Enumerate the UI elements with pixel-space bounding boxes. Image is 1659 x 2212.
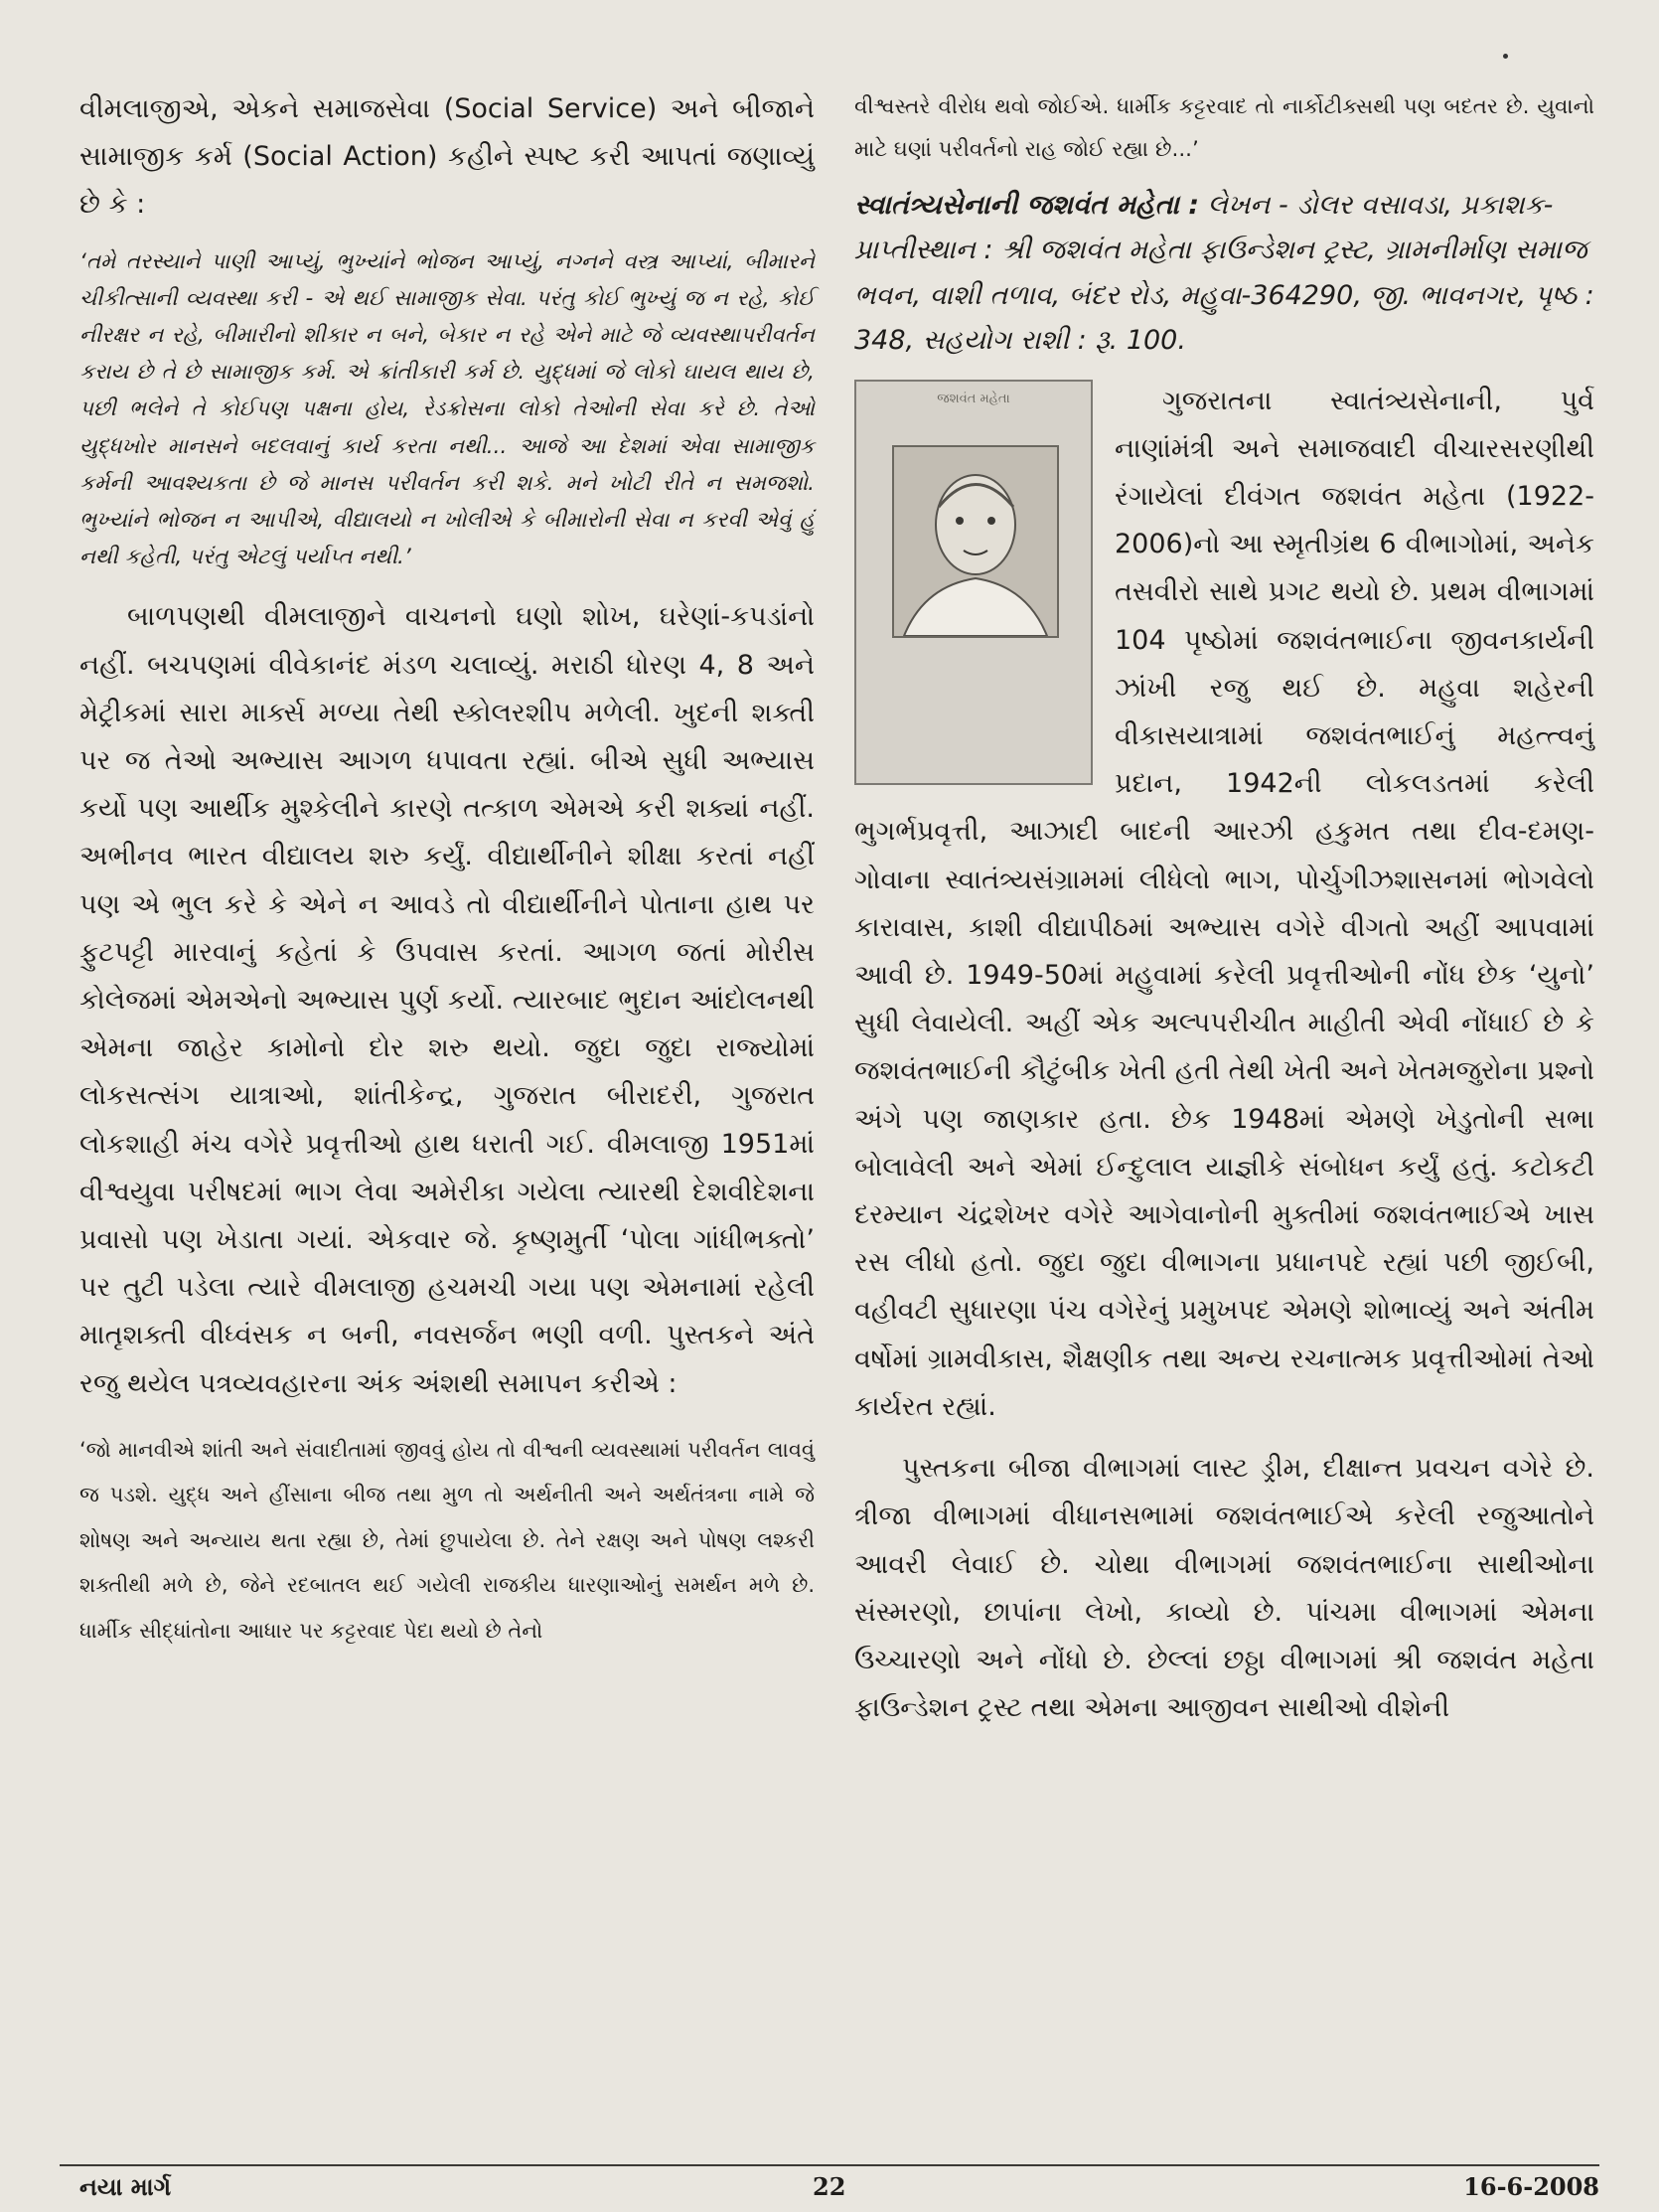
book-review-paragraph: ગુજરાતના સ્વાતંત્ર્યસેનાની, પુર્વ નાણાંમંત્રી અને સમાજવાદી વીચારસરણીથી રંગાયેલાં દીવંગત જશવંત મહેતા (1922-2006)નો આ સ્મૃતીગ્રંથ 6 વીભાગોમાં, અનેક તસવીરો સાથે પ્રગટ થયો છે. પ્રથમ વીભાગમાં 104 પૃષ્ઠોમાં જશવંતભાઈના જીવનકાર્યની ઝાંખી રજુ થઈ છે. મહુવા શહેરની વીકાસયાત્રામાં જશવંતભાઈનું મહત્ત્વનું પ્રદાન, 1942ની લોકલડતમાં કરેલી ભુગર્ભપ્રવૃત્તી, આઝાદી બાદની આરઝી હકુમત તથા દીવ-દમણ- ગોવાના સ્વાતંત્ર્યસંગ્રામમાં લીધેલો ભાગ, પોર્ચુગીઝશાસનમાં ભોગવેલો કારાવાસ, કાશી વીદ્યાપીઠમાં અભ્યાસ વગેરે વીગતો અહીં આપવામાં આવી છે. 1949-50માં મહુવામાં કરેલી પ્રવૃત્તીઓની નોંધ છેક ‘યુનો’ સુધી લેવાયેલી. અહીં એક અલ્પપરીચીત માહીતી એવી નોંધાઈ છે કે જશવંતભાઈની કૌટુંબીક ખેતી હતી તેથી ખેતી અને ખેતમજુરોના પ્રશ્નો અંગે પણ જાણકાર હતા. છેક 1948માં એમણે ખેડુતોની સભા બોલાવેલી અને એમાં ઈન્દુલાલ યાજ્ઞીકે સંબોધન કર્યું હતું. કટોકટી દરમ્યાન ચંદ્રશેખર વગેરે આગેવાનોની મુક્તીમાં જશવંતભાઈએ ખાસ રસ લીધો હતો. જુદા જુદા વીભાગના પ્રધાનપદે રહ્યાં પછી જીઈબી, વહીવટી સુધારણા પંચ વગેરેનું પ્રમુખપદ એમણે શોભાવ્યું અને અંતીમ વર્ષોમાં ગ્રામવીકાસ, શૈક્ષણીક તથા અન્ય રચનાત્મક પ્રવૃત્તીઓમાં તેઓ કાર્યરત રહ્યાં. xyxy=(854,385,1594,1422)
portrait-photo xyxy=(892,445,1059,638)
footer-date: 16-6-2008 xyxy=(1463,2172,1599,2201)
quote-continuation: વીશ્વસ્તરે વીરોધ થવો જોઈએ. ધાર્મીક કટ્ટરવાદ તો નાર્કોટીક્સથી પણ બદતર છે. યુવાનો માટે ઘણાં પરીવર્તનો રાહ જોઈ રહ્યા છે...’ xyxy=(854,94,1594,162)
book-details: લેખન - ડોલર વસાવડા, પ્રકાશક- પ્રાપ્તીસ્થાન : શ્રી જશવંત મહેતા ફાઉન્ડેશન ટ્રસ્ટ, ગ્રામનીર્માણ સમાજ ભવન, વાશી તળાવ, બંદર રોડ, મહુવા-364290, જી. ભાવનગર, પૃષ્ઠ : 348, સહયોગ રાશી : રૂ. 100. xyxy=(854,190,1594,357)
left-column xyxy=(79,85,815,1654)
cover-caption: જશવંત મહેતા xyxy=(937,391,1010,406)
intro-paragraph: વીમલાજીએ, એકને સમાજસેવા (Social Service) અને બીજાને સામાજીક કર્મ (Social Action) કહીને સ્પષ્ટ કરી આપતાં જણાવ્યું છે કે : xyxy=(79,93,815,221)
book-sections-paragraph: પુસ્તકના બીજા વીભાગમાં લાસ્ટ ડ્રીમ, દીક્ષાન્ત પ્રવચન વગેરે છે. ત્રીજા વીભાગમાં વીધાનસભામાં જશવંતભાઈએ કરેલી રજુઆતોને આવરી લેવાઈ છે. ચોથા વીભાગમાં જશવંતભાઈના સાથીઓના સંસ્મરણો, છાપાંના લેખો, કાવ્યો છે. પાંચમા વીભાગમાં એમના ઉચ્ચારણો અને નોંધો છે. છેલ્લાં છઠ્ઠા વીભાગમાં શ્રી જશવંત મહેતા ફાઉન્ડેશન ટ્રસ્ટ તથા એમના આજીવન સાથીઓ વીશેની xyxy=(854,1453,1594,1724)
right-column xyxy=(854,85,1594,1732)
book-cover-image xyxy=(854,380,1093,785)
ink-dot xyxy=(1503,54,1508,59)
book-info xyxy=(854,183,1594,364)
biography-paragraph: બાળપણથી વીમલાજીને વાચનનો ઘણો શોખ, ઘરેણાં-કપડાંનો નહીં. બચપણમાં વીવેકાનંદ મંડળ ચલાવ્યું. મરાઠી ધોરણ 4, 8 અને મેટ્રીકમાં સારા માર્ક્સ મળ્યા તેથી સ્કોલરશીપ મળેલી. ખુદની શક્તી પર જ તેઓ અભ્યાસ આગળ ધપાવતા રહ્યાં. બીએ સુધી અભ્યાસ કર્યો પણ આર્થીક મુશ્કેલીને કારણે તત્કાળ એમએ કરી શક્યાં નહીં. અભીનવ ભારત વીદ્યાલય શરુ કર્યું. વીદ્યાર્થીનીને શીક્ષા કરતાં નહીં પણ એ ભુલ કરે કે એને ન આવડે તો વીદ્યાર્થીનીને પોતાના હાથ પર ફુટપટ્ટી મારવાનું કહેતાં કે ઉપવાસ કરતાં. આગળ જતાં મોરીસ કોલેજમાં એમએનો અભ્યાસ પુર્ણ કર્યો. ત્યારબાદ ભુદાન આંદોલનથી એમના જાહેર કામોનો દોર શરુ થયો. જુદા જુદા રાજ્યોમાં લોકસત્સંગ યાત્રાઓ, શાંતીકેન્દ્ર, ગુજરાત બીરાદરી, ગુજરાત લોકશાહી મંચ વગેરે પ્રવૃત્તીઓ હાથ ધરાતી ગઈ. વીમલાજી 1951માં વીશ્વયુવા પરીષદમાં ભાગ લેવા અમેરીકા ગયેલા ત્યારથી દેશવીદેશના પ્રવાસો પણ ખેડાતા ગયાં. એકવાર જે. કૃષ્ણમુર્તી ‘પોલા ગાંધીભક્તો’ પર તુટી પડેલા ત્યારે વીમલાજી હચમચી ગયા પણ એમનામાં રહેલી માતૃશક્તી વીધ્વંસક ન બની, નવસર્જન ભણી વળી. પુસ્તકને અંતે રજુ થયેલ પત્રવ્યવહારના અંક અંશથી સમાપન કરીએ : xyxy=(79,601,815,1399)
book-title: સ્વાતંત્ર્યસેનાની જશવંત મહેતા : xyxy=(854,190,1200,221)
footer-rule xyxy=(60,2164,1599,2166)
footer-magazine-name: નયા માર્ગ xyxy=(79,2172,172,2201)
quote-letter: ‘જો માનવીએ શાંતી અને સંવાદીતામાં જીવવું હોય તો વીશ્વની વ્યવસ્થામાં પરીવર્તન લાવવું જ પડશે. યુદ્ધ અને હીંસાના બીજ તથા મુળ તો અર્થનીતી અને અર્થતંત્રના નામે જે શોષણ અને અન્યાય થતા રહ્યા છે, તેમાં છુપાયેલા છે. તેને રક્ષણ અને પોષણ લશ્કરી શક્તીથી મળે છે, જેને રદબાતલ થઈ ગયેલી રાજકીય ધારણાઓનું સમર્થન મળે છે. ધાર્મીક સીદ્ધાંતોના આધાર પર કટ્ટરવાદ પેદા થયો છે તેનો xyxy=(79,1437,815,1643)
footer-page-number: 22 xyxy=(813,2172,846,2201)
quote-social-action: ‘તમે તરસ્યાને પાણી આપ્યું, ભુખ્યાંને ભોજન આપ્યું, નગ્નને વસ્ત્ર આપ્યાં, બીમારને ચીકીત્સાની વ્યવસ્થા કરી - એ થઈ સામાજીક સેવા. પરંતુ કોઈ ભુખ્યું જ ન રહે, કોઈ નીરક્ષર ન રહે, બીમારીનો શીકાર ન બને, બેકાર ન રહે એને માટે જે વ્યવસ્થાપરીવર્તન કરાય છે તે છે સામાજીક કર્મ. એ ક્રાંતીકારી કર્મ છે. યુદ્ધમાં જે લોકો ઘાયલ થાય છે, પછી ભલેને તે કોઈપણ પક્ષના હોય, રેડક્રોસના લોકો તેઓની સેવા કરે છે. તેઓ યુદ્ધખોર માનસને બદલવાનું કાર્ય કરતા નથી... આજે આ દેશમાં એવા સામાજીક કર્મની આવશ્યકતા છે જે માનસ પરીવર્તન કરી શકે. મને ખોટી રીતે ન સમજશો. ભુખ્યાંને ભોજન ન આપીએ, વીદ્યાલયો ન ખોલીએ કે બીમારોની સેવા ન કરવી એવું હું નથી કહેતી, પરંતુ એટલું પર્યાપ્ત નથી.’ xyxy=(79,248,815,570)
